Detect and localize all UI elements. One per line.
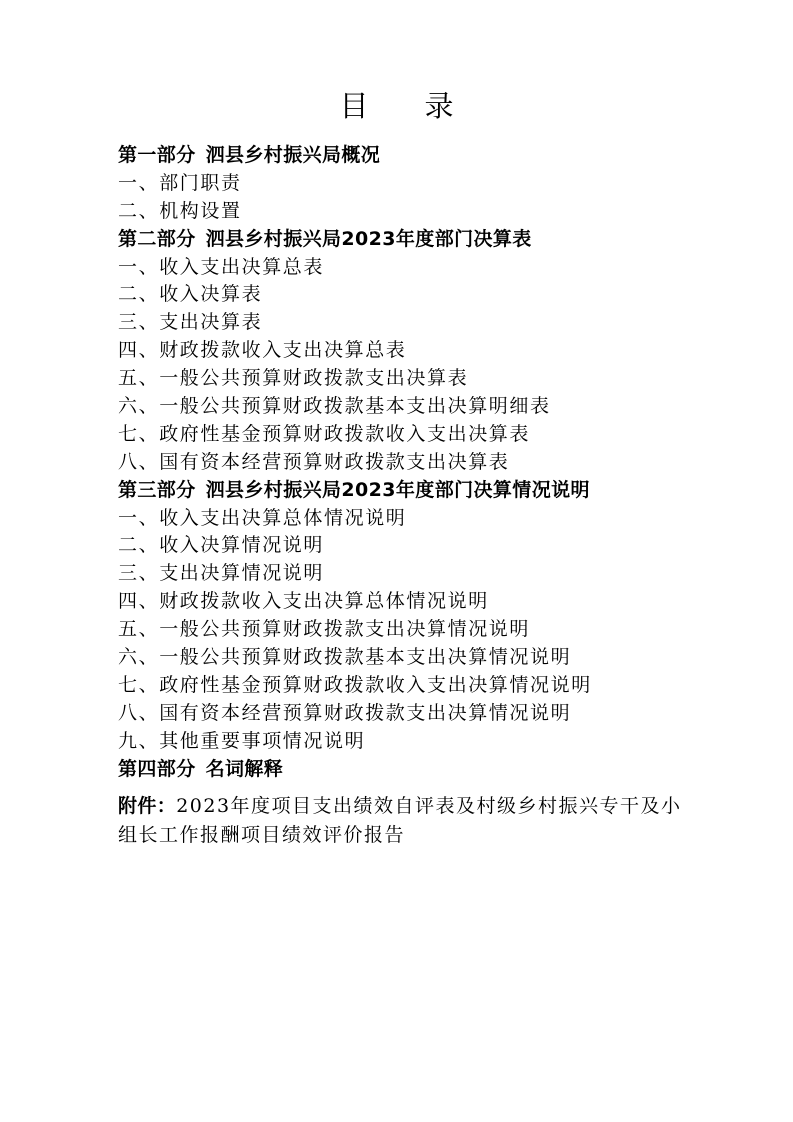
part-label: 第四部分 bbox=[118, 757, 196, 780]
part-label: 第三部分 bbox=[118, 478, 196, 501]
attachment-note bbox=[118, 792, 688, 850]
table-of-contents bbox=[118, 142, 698, 783]
part-name: 名词解释 bbox=[205, 757, 284, 780]
toc-item: 一、收入支出决算总表 bbox=[118, 255, 325, 278]
toc-part-3 bbox=[118, 477, 698, 505]
toc-part-4 bbox=[118, 756, 698, 784]
title-char-2: 录 bbox=[424, 89, 454, 123]
title-char-1: 目 bbox=[339, 89, 369, 123]
toc-item: 三、支出决算表 bbox=[118, 311, 263, 334]
toc-item: 六、一般公共预算财政拨款基本支出决算明细表 bbox=[118, 395, 551, 418]
toc-item: 九、其他重要事项情况说明 bbox=[118, 729, 366, 752]
part-label: 第一部分 bbox=[118, 144, 196, 166]
toc-part-1 bbox=[118, 142, 698, 170]
toc-item: 三、支出决算情况说明 bbox=[118, 562, 325, 585]
attachment-text: 2023年度项目支出绩效自评表及村级乡村振兴专干及小组长工作报酬项目绩效评价报告 bbox=[118, 795, 682, 846]
page-title bbox=[0, 86, 793, 126]
toc-item: 四、财政拨款收入支出决算总体情况说明 bbox=[118, 590, 489, 613]
toc-item: 五、一般公共预算财政拨款支出决算表 bbox=[118, 367, 469, 390]
toc-item: 八、国有资本经营预算财政拨款支出决算表 bbox=[118, 450, 510, 473]
part-name: 泗县乡村振兴局2023年度部门决算表 bbox=[205, 227, 532, 250]
toc-item: 二、收入决算表 bbox=[118, 283, 263, 306]
toc-item: 四、财政拨款收入支出决算总表 bbox=[118, 339, 407, 362]
attachment-label: 附件： bbox=[118, 795, 177, 817]
toc-item: 一、收入支出决算总体情况说明 bbox=[118, 506, 407, 529]
toc-part-2 bbox=[118, 226, 698, 254]
part-name: 泗县乡村振兴局2023年度部门决算情况说明 bbox=[205, 478, 590, 501]
toc-item: 六、一般公共预算财政拨款基本支出决算情况说明 bbox=[118, 646, 572, 669]
part-label: 第二部分 bbox=[118, 227, 196, 250]
toc-item: 七、政府性基金预算财政拨款收入支出决算表 bbox=[118, 422, 531, 445]
toc-item: 二、机构设置 bbox=[118, 199, 242, 222]
toc-item: 二、收入决算情况说明 bbox=[118, 534, 325, 557]
toc-item: 八、国有资本经营预算财政拨款支出决算情况说明 bbox=[118, 701, 572, 724]
toc-item: 一、部门职责 bbox=[118, 171, 242, 194]
toc-item: 七、政府性基金预算财政拨款收入支出决算情况说明 bbox=[118, 673, 592, 696]
toc-item: 五、一般公共预算财政拨款支出决算情况说明 bbox=[118, 618, 531, 641]
part-name: 泗县乡村振兴局概况 bbox=[205, 144, 381, 166]
